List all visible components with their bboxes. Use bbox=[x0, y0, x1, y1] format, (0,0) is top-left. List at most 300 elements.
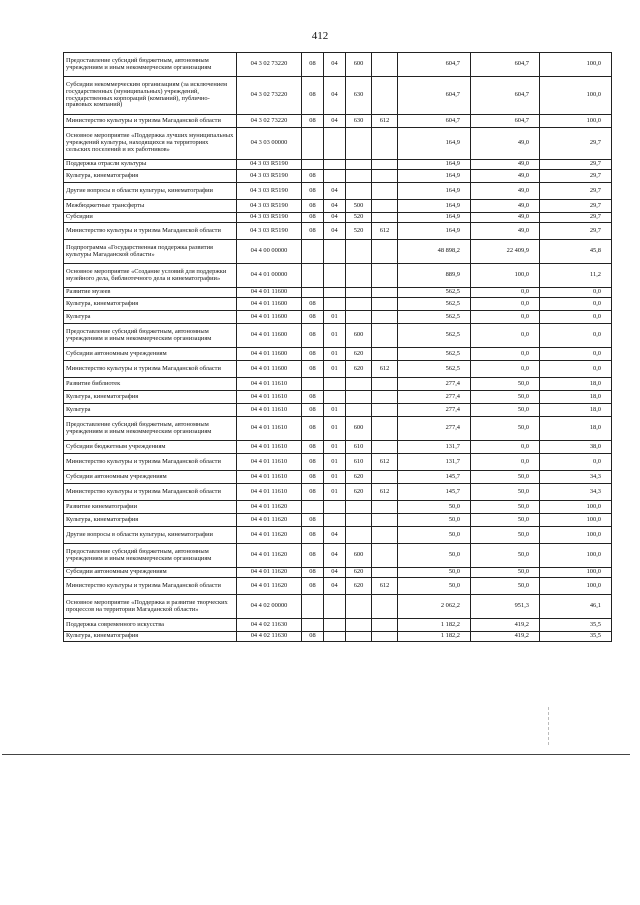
row-name: Министерство культуры и туризма Магаданской области bbox=[64, 578, 237, 595]
row-name: Культура, кинематография bbox=[64, 298, 237, 311]
row-rz: 08 bbox=[302, 213, 324, 223]
row-name: Министерство культуры и туризма Магаданской области bbox=[64, 361, 237, 378]
row-plan: 562,5 bbox=[398, 324, 471, 348]
row-pr bbox=[324, 160, 346, 170]
row-csr: 04 3 02 73220 bbox=[237, 77, 302, 115]
table-row bbox=[64, 348, 612, 361]
row-rz bbox=[302, 128, 324, 160]
row-vr: 600 bbox=[346, 417, 372, 441]
row-fact: 49,0 bbox=[471, 223, 540, 240]
row-csr: 04 3 03 R5190 bbox=[237, 170, 302, 183]
row-gv bbox=[372, 53, 398, 77]
row-fact: 50,0 bbox=[471, 378, 540, 391]
row-rz: 08 bbox=[302, 632, 324, 642]
row-gv bbox=[372, 311, 398, 324]
row-pr bbox=[324, 514, 346, 527]
row-percent: 100,0 bbox=[540, 501, 612, 514]
row-csr: 04 3 03 R5190 bbox=[237, 160, 302, 170]
row-percent: 100,0 bbox=[540, 77, 612, 115]
row-csr: 04 4 01 11600 bbox=[237, 348, 302, 361]
row-csr: 04 3 03 00000 bbox=[237, 128, 302, 160]
row-percent: 29,7 bbox=[540, 223, 612, 240]
row-plan: 50,0 bbox=[398, 568, 471, 578]
row-plan: 164,9 bbox=[398, 200, 471, 213]
table-row bbox=[64, 501, 612, 514]
row-vr: 620 bbox=[346, 568, 372, 578]
row-fact: 50,0 bbox=[471, 484, 540, 501]
row-fact: 50,0 bbox=[471, 578, 540, 595]
row-vr: 610 bbox=[346, 441, 372, 454]
row-vr: 620 bbox=[346, 484, 372, 501]
row-name: Развитие библиотек bbox=[64, 378, 237, 391]
row-pr: 04 bbox=[324, 544, 346, 568]
table-row bbox=[64, 484, 612, 501]
row-pr bbox=[324, 391, 346, 404]
row-csr: 04 4 01 11620 bbox=[237, 514, 302, 527]
table-row bbox=[64, 454, 612, 471]
table-row bbox=[64, 223, 612, 240]
row-csr: 04 4 01 11620 bbox=[237, 578, 302, 595]
row-fact: 419,2 bbox=[471, 632, 540, 642]
row-rz bbox=[302, 501, 324, 514]
row-plan: 48 898,2 bbox=[398, 240, 471, 264]
row-plan: 604,7 bbox=[398, 115, 471, 128]
row-pr bbox=[324, 619, 346, 632]
row-name: Субсидии автономным учреждениям bbox=[64, 568, 237, 578]
table-row bbox=[64, 544, 612, 568]
row-csr: 04 4 01 11600 bbox=[237, 361, 302, 378]
row-fact: 50,0 bbox=[471, 391, 540, 404]
row-plan: 562,5 bbox=[398, 298, 471, 311]
row-pr: 04 bbox=[324, 183, 346, 200]
row-pr bbox=[324, 240, 346, 264]
row-percent: 100,0 bbox=[540, 53, 612, 77]
row-percent: 29,7 bbox=[540, 128, 612, 160]
row-pr: 04 bbox=[324, 223, 346, 240]
row-fact: 100,0 bbox=[471, 264, 540, 288]
row-fact: 604,7 bbox=[471, 53, 540, 77]
row-csr: 04 4 01 11620 bbox=[237, 544, 302, 568]
row-fact: 0,0 bbox=[471, 454, 540, 471]
row-pr: 01 bbox=[324, 404, 346, 417]
row-csr: 04 3 03 R5190 bbox=[237, 200, 302, 213]
margin-mark bbox=[548, 707, 549, 745]
row-plan: 562,5 bbox=[398, 288, 471, 298]
row-fact: 604,7 bbox=[471, 115, 540, 128]
row-vr: 600 bbox=[346, 53, 372, 77]
row-fact: 50,0 bbox=[471, 471, 540, 484]
page-number: 412 bbox=[311, 30, 329, 42]
table-row bbox=[64, 578, 612, 595]
row-pr: 04 bbox=[324, 213, 346, 223]
table-row bbox=[64, 160, 612, 170]
row-gv bbox=[372, 77, 398, 115]
row-rz: 08 bbox=[302, 454, 324, 471]
table-row bbox=[64, 417, 612, 441]
row-pr: 04 bbox=[324, 200, 346, 213]
row-vr bbox=[346, 404, 372, 417]
row-rz: 08 bbox=[302, 200, 324, 213]
row-percent: 29,7 bbox=[540, 160, 612, 170]
row-plan: 164,9 bbox=[398, 128, 471, 160]
row-csr: 04 4 01 11610 bbox=[237, 471, 302, 484]
table-row bbox=[64, 53, 612, 77]
row-percent: 100,0 bbox=[540, 115, 612, 128]
row-rz: 08 bbox=[302, 361, 324, 378]
row-plan: 2 062,2 bbox=[398, 595, 471, 619]
row-vr bbox=[346, 298, 372, 311]
row-rz: 08 bbox=[302, 183, 324, 200]
row-csr: 04 4 01 00000 bbox=[237, 264, 302, 288]
row-csr: 04 4 02 11630 bbox=[237, 632, 302, 642]
row-plan: 164,9 bbox=[398, 170, 471, 183]
table-row bbox=[64, 514, 612, 527]
row-rz bbox=[302, 378, 324, 391]
table-row bbox=[64, 298, 612, 311]
row-name: Основное мероприятие «Создание условий для поддержки музейного дела, библиотечного дела и кинематографии» bbox=[64, 264, 237, 288]
row-rz: 08 bbox=[302, 53, 324, 77]
row-vr: 520 bbox=[346, 223, 372, 240]
table-row bbox=[64, 115, 612, 128]
row-vr bbox=[346, 264, 372, 288]
row-fact: 49,0 bbox=[471, 183, 540, 200]
row-gv bbox=[372, 288, 398, 298]
bottom-rule bbox=[2, 754, 630, 755]
row-csr: 04 4 01 11610 bbox=[237, 441, 302, 454]
row-rz bbox=[302, 595, 324, 619]
row-percent: 29,7 bbox=[540, 183, 612, 200]
row-fact: 49,0 bbox=[471, 213, 540, 223]
row-vr bbox=[346, 619, 372, 632]
row-plan: 145,7 bbox=[398, 471, 471, 484]
row-rz: 08 bbox=[302, 348, 324, 361]
row-vr: 520 bbox=[346, 213, 372, 223]
row-percent: 18,0 bbox=[540, 391, 612, 404]
table-row bbox=[64, 77, 612, 115]
row-rz bbox=[302, 288, 324, 298]
row-pr: 04 bbox=[324, 115, 346, 128]
row-pr: 01 bbox=[324, 324, 346, 348]
row-csr: 04 4 01 11610 bbox=[237, 454, 302, 471]
row-gv bbox=[372, 264, 398, 288]
row-percent: 35,5 bbox=[540, 632, 612, 642]
row-vr: 630 bbox=[346, 115, 372, 128]
row-percent: 0,0 bbox=[540, 298, 612, 311]
row-vr bbox=[346, 527, 372, 544]
row-percent: 0,0 bbox=[540, 348, 612, 361]
row-vr bbox=[346, 240, 372, 264]
table-row bbox=[64, 378, 612, 391]
row-pr: 01 bbox=[324, 454, 346, 471]
row-percent: 38,0 bbox=[540, 441, 612, 454]
row-pr: 01 bbox=[324, 484, 346, 501]
row-plan: 50,0 bbox=[398, 544, 471, 568]
row-plan: 131,7 bbox=[398, 454, 471, 471]
row-vr: 620 bbox=[346, 578, 372, 595]
row-rz: 08 bbox=[302, 298, 324, 311]
row-fact: 50,0 bbox=[471, 568, 540, 578]
row-rz: 08 bbox=[302, 311, 324, 324]
row-fact: 0,0 bbox=[471, 298, 540, 311]
row-name: Поддержка отрасли культуры bbox=[64, 160, 237, 170]
row-fact: 49,0 bbox=[471, 170, 540, 183]
row-vr: 500 bbox=[346, 200, 372, 213]
row-plan: 1 182,2 bbox=[398, 632, 471, 642]
table-row bbox=[64, 404, 612, 417]
table-row bbox=[64, 264, 612, 288]
row-csr: 04 4 01 11600 bbox=[237, 288, 302, 298]
row-gv bbox=[372, 240, 398, 264]
row-percent: 100,0 bbox=[540, 568, 612, 578]
row-percent: 100,0 bbox=[540, 527, 612, 544]
row-gv: 612 bbox=[372, 454, 398, 471]
table-row bbox=[64, 324, 612, 348]
row-rz: 08 bbox=[302, 578, 324, 595]
row-plan: 604,7 bbox=[398, 53, 471, 77]
row-percent: 100,0 bbox=[540, 544, 612, 568]
table-row bbox=[64, 128, 612, 160]
row-name: Субсидии автономным учреждениям bbox=[64, 348, 237, 361]
row-name: Подпрограмма «Государственная поддержка развития культуры Магаданской области» bbox=[64, 240, 237, 264]
row-csr: 04 3 03 R5190 bbox=[237, 223, 302, 240]
table-row bbox=[64, 311, 612, 324]
row-vr bbox=[346, 128, 372, 160]
row-vr bbox=[346, 288, 372, 298]
row-pr bbox=[324, 170, 346, 183]
row-gv bbox=[372, 213, 398, 223]
row-percent: 18,0 bbox=[540, 378, 612, 391]
row-rz: 08 bbox=[302, 223, 324, 240]
row-name: Культура, кинематография bbox=[64, 514, 237, 527]
row-fact: 22 409,9 bbox=[471, 240, 540, 264]
row-csr: 04 4 02 00000 bbox=[237, 595, 302, 619]
row-name: Другие вопросы в области культуры, кинематографии bbox=[64, 527, 237, 544]
row-name: Министерство культуры и туризма Магаданской области bbox=[64, 484, 237, 501]
row-csr: 04 4 01 11620 bbox=[237, 568, 302, 578]
row-percent: 0,0 bbox=[540, 454, 612, 471]
row-pr bbox=[324, 595, 346, 619]
row-name: Основное мероприятие «Поддержка и развитие творческих процессов на территории Магаданской области» bbox=[64, 595, 237, 619]
row-pr: 04 bbox=[324, 77, 346, 115]
budget-table-body bbox=[64, 53, 612, 642]
row-plan: 1 182,2 bbox=[398, 619, 471, 632]
row-csr: 04 3 02 73220 bbox=[237, 115, 302, 128]
row-vr: 600 bbox=[346, 544, 372, 568]
row-name: Министерство культуры и туризма Магаданской области bbox=[64, 223, 237, 240]
row-percent: 29,7 bbox=[540, 170, 612, 183]
row-vr bbox=[346, 595, 372, 619]
row-pr: 04 bbox=[324, 527, 346, 544]
row-rz: 08 bbox=[302, 324, 324, 348]
row-pr: 01 bbox=[324, 361, 346, 378]
row-name: Основное мероприятие «Поддержка лучших муниципальных учреждений культуры, находящихся на территориях сельских поселений и их работников» bbox=[64, 128, 237, 160]
row-gv bbox=[372, 417, 398, 441]
row-csr: 04 4 01 11600 bbox=[237, 324, 302, 348]
row-name: Министерство культуры и туризма Магаданской области bbox=[64, 115, 237, 128]
table-row bbox=[64, 288, 612, 298]
row-pr: 01 bbox=[324, 417, 346, 441]
row-percent: 0,0 bbox=[540, 311, 612, 324]
row-csr: 04 3 03 R5190 bbox=[237, 213, 302, 223]
row-fact: 0,0 bbox=[471, 324, 540, 348]
row-csr: 04 4 01 11600 bbox=[237, 298, 302, 311]
row-plan: 145,7 bbox=[398, 484, 471, 501]
row-percent: 45,8 bbox=[540, 240, 612, 264]
table-row bbox=[64, 527, 612, 544]
table-row bbox=[64, 240, 612, 264]
row-name: Межбюджетные трансферты bbox=[64, 200, 237, 213]
row-gv bbox=[372, 544, 398, 568]
row-vr: 620 bbox=[346, 361, 372, 378]
row-name: Министерство культуры и туризма Магаданской области bbox=[64, 454, 237, 471]
row-plan: 50,0 bbox=[398, 578, 471, 595]
row-rz bbox=[302, 619, 324, 632]
row-vr: 620 bbox=[346, 471, 372, 484]
row-name: Культура bbox=[64, 311, 237, 324]
row-gv: 612 bbox=[372, 361, 398, 378]
row-rz: 08 bbox=[302, 484, 324, 501]
table-row bbox=[64, 568, 612, 578]
row-gv: 612 bbox=[372, 484, 398, 501]
row-pr bbox=[324, 288, 346, 298]
row-gv bbox=[372, 527, 398, 544]
row-rz: 08 bbox=[302, 471, 324, 484]
row-gv bbox=[372, 471, 398, 484]
row-pr bbox=[324, 298, 346, 311]
row-rz: 08 bbox=[302, 170, 324, 183]
row-gv bbox=[372, 619, 398, 632]
row-vr bbox=[346, 632, 372, 642]
row-fact: 50,0 bbox=[471, 417, 540, 441]
row-gv bbox=[372, 160, 398, 170]
row-csr: 04 4 02 11630 bbox=[237, 619, 302, 632]
row-plan: 164,9 bbox=[398, 160, 471, 170]
row-vr: 630 bbox=[346, 77, 372, 115]
row-rz: 08 bbox=[302, 391, 324, 404]
row-gv bbox=[372, 568, 398, 578]
row-name: Развитие кинематографии bbox=[64, 501, 237, 514]
row-plan: 889,9 bbox=[398, 264, 471, 288]
row-vr bbox=[346, 183, 372, 200]
row-plan: 277,4 bbox=[398, 417, 471, 441]
row-rz: 08 bbox=[302, 527, 324, 544]
row-pr bbox=[324, 501, 346, 514]
row-vr: 610 bbox=[346, 454, 372, 471]
row-fact: 604,7 bbox=[471, 77, 540, 115]
row-csr: 04 4 01 11610 bbox=[237, 391, 302, 404]
row-pr: 01 bbox=[324, 441, 346, 454]
row-fact: 50,0 bbox=[471, 501, 540, 514]
row-pr bbox=[324, 632, 346, 642]
row-fact: 0,0 bbox=[471, 348, 540, 361]
row-rz bbox=[302, 264, 324, 288]
row-plan: 277,4 bbox=[398, 404, 471, 417]
row-gv bbox=[372, 378, 398, 391]
table-row bbox=[64, 471, 612, 484]
row-plan: 50,0 bbox=[398, 501, 471, 514]
row-csr: 04 4 01 11610 bbox=[237, 484, 302, 501]
table-row bbox=[64, 391, 612, 404]
row-gv: 612 bbox=[372, 223, 398, 240]
row-pr bbox=[324, 128, 346, 160]
row-plan: 50,0 bbox=[398, 514, 471, 527]
row-vr bbox=[346, 378, 372, 391]
row-rz: 08 bbox=[302, 404, 324, 417]
row-percent: 29,7 bbox=[540, 213, 612, 223]
row-rz: 08 bbox=[302, 77, 324, 115]
row-csr: 04 4 01 11620 bbox=[237, 527, 302, 544]
row-gv bbox=[372, 632, 398, 642]
row-name: Субсидии бюджетным учреждениям bbox=[64, 441, 237, 454]
row-gv bbox=[372, 404, 398, 417]
row-csr: 04 3 02 73220 bbox=[237, 53, 302, 77]
table-row bbox=[64, 441, 612, 454]
row-name: Культура bbox=[64, 404, 237, 417]
row-csr: 04 3 03 R5190 bbox=[237, 183, 302, 200]
row-rz: 08 bbox=[302, 441, 324, 454]
row-pr: 04 bbox=[324, 568, 346, 578]
row-fact: 50,0 bbox=[471, 404, 540, 417]
table-row bbox=[64, 595, 612, 619]
row-percent: 100,0 bbox=[540, 578, 612, 595]
row-percent: 34,3 bbox=[540, 471, 612, 484]
row-fact: 0,0 bbox=[471, 311, 540, 324]
row-fact: 0,0 bbox=[471, 441, 540, 454]
row-vr bbox=[346, 501, 372, 514]
row-csr: 04 4 01 11610 bbox=[237, 404, 302, 417]
row-name: Развитие музеев bbox=[64, 288, 237, 298]
row-gv bbox=[372, 200, 398, 213]
table-row bbox=[64, 619, 612, 632]
row-vr bbox=[346, 170, 372, 183]
row-csr: 04 4 01 11600 bbox=[237, 311, 302, 324]
row-fact: 49,0 bbox=[471, 160, 540, 170]
row-plan: 277,4 bbox=[398, 378, 471, 391]
row-csr: 04 4 00 00000 bbox=[237, 240, 302, 264]
row-gv: 612 bbox=[372, 115, 398, 128]
row-gv bbox=[372, 298, 398, 311]
row-gv bbox=[372, 595, 398, 619]
row-plan: 164,9 bbox=[398, 213, 471, 223]
row-plan: 562,5 bbox=[398, 348, 471, 361]
row-fact: 49,0 bbox=[471, 128, 540, 160]
row-fact: 50,0 bbox=[471, 514, 540, 527]
row-pr bbox=[324, 264, 346, 288]
row-percent: 0,0 bbox=[540, 361, 612, 378]
row-gv bbox=[372, 501, 398, 514]
row-rz: 08 bbox=[302, 514, 324, 527]
row-csr: 04 4 01 11620 bbox=[237, 501, 302, 514]
row-name: Предоставление субсидий бюджетным, автономным учреждениям и иным некоммерческим организациям bbox=[64, 53, 237, 77]
row-pr: 04 bbox=[324, 53, 346, 77]
row-name: Субсидии некоммерческим организациям (за исключением государственных (муниципальных) учреждений, государственных корпораций (компаний), публично-правовых компаний) bbox=[64, 77, 237, 115]
row-rz: 08 bbox=[302, 544, 324, 568]
row-pr: 01 bbox=[324, 348, 346, 361]
row-name: Культура, кинематография bbox=[64, 391, 237, 404]
row-gv bbox=[372, 348, 398, 361]
row-name: Предоставление субсидий бюджетным, автономным учреждениям и иным некоммерческим организациям bbox=[64, 417, 237, 441]
row-plan: 50,0 bbox=[398, 527, 471, 544]
row-rz: 08 bbox=[302, 417, 324, 441]
row-csr: 04 4 01 11610 bbox=[237, 417, 302, 441]
row-vr: 620 bbox=[346, 348, 372, 361]
row-vr bbox=[346, 391, 372, 404]
row-plan: 164,9 bbox=[398, 183, 471, 200]
row-rz bbox=[302, 240, 324, 264]
table-row bbox=[64, 183, 612, 200]
row-vr bbox=[346, 514, 372, 527]
row-gv bbox=[372, 183, 398, 200]
